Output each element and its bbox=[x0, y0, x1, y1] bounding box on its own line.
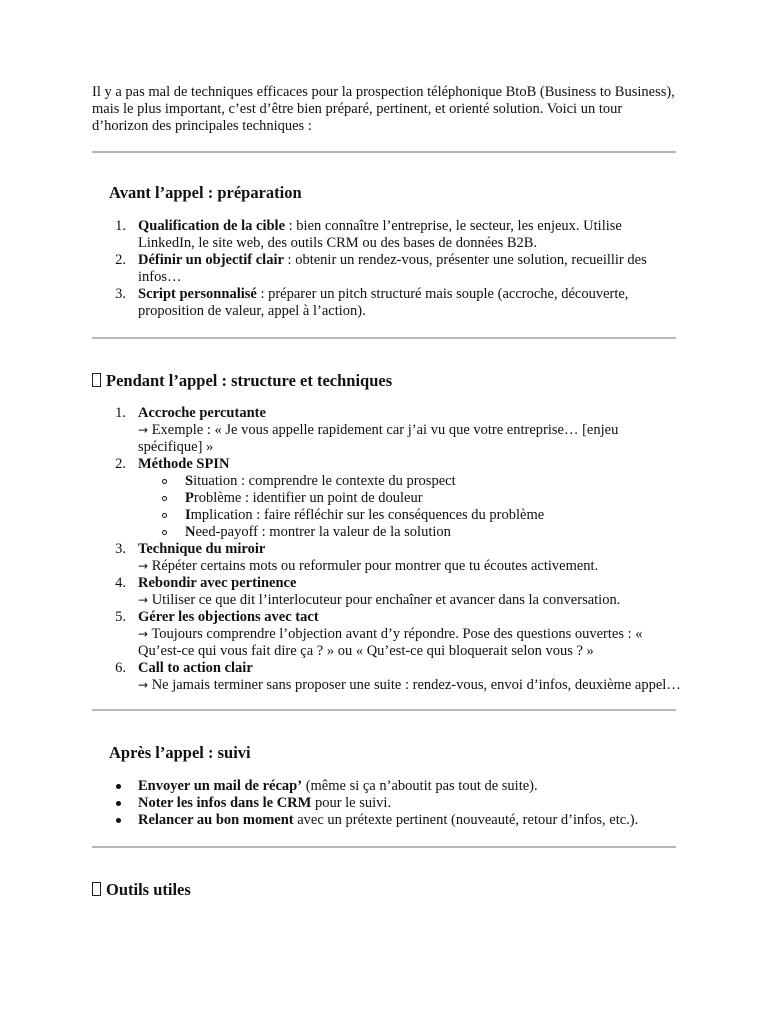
intro-paragraph: Il y a pas mal de techniques efficaces pour la prospection téléphonique BtoB (Business to Business), mais le plus important, c’est d’être bien préparé, pertinent, et orienté solution. Voici un tour d’horizon des principales techniques : bbox=[92, 84, 675, 134]
spin-sublist bbox=[92, 473, 682, 541]
sub-list-item: Problème : identifier un point de douleur bbox=[92, 490, 682, 507]
list-item: 1. Qualification de la cible : bien connaître l’entreprise, le secteur, les enjeux. Utilise LinkedIn, le site web, des outils CRM ou des bases de données B2B. bbox=[115, 218, 622, 251]
spin-sublist-wrapper bbox=[92, 473, 682, 541]
arrow-right-icon: → bbox=[138, 423, 149, 437]
list-item: 2. Définir un objectif clair : obtenir un rendez-vous, présenter une solution, recueillir des infos… bbox=[115, 252, 647, 285]
list-item: 1. Accroche percutante → Exemple : « Je vous appelle rapidement car j’ai vu que votre entreprise… [enjeu spécifique] » bbox=[115, 405, 619, 455]
arrow-right-icon: → bbox=[138, 627, 149, 641]
bullet-list-suivi bbox=[92, 778, 682, 829]
list-item: 5. Gérer les objections avec tact → Toujours comprendre l’objection avant d’y répondre. Pose des questions ouvertes : « Qu’est-ce qui vous fait dire ça ? » ou « Qu’est-ce qui bloquerait selon vous ? » bbox=[115, 609, 643, 659]
arrow-right-icon: → bbox=[138, 593, 149, 607]
missing-glyph-icon bbox=[92, 882, 101, 896]
divider bbox=[92, 709, 676, 711]
bullet-icon bbox=[116, 818, 121, 823]
bullet-icon bbox=[116, 801, 121, 806]
section-heading-avant: Avant l’appel : préparation bbox=[109, 183, 302, 202]
divider bbox=[92, 151, 676, 153]
section-heading-outils: Outils utiles bbox=[92, 880, 682, 900]
list-item: Envoyer un mail de récap’ (même si ça n’aboutit pas tout de suite). bbox=[92, 778, 682, 795]
sub-list-item: Implication : faire réfléchir sur les conséquences du problème bbox=[92, 507, 682, 524]
circle-bullet-icon bbox=[162, 479, 167, 484]
divider bbox=[92, 337, 676, 339]
list-item: 3. Technique du miroir → Répéter certains mots ou reformuler pour montrer que tu écoutes activement. bbox=[115, 541, 599, 574]
ordered-list-preparation bbox=[92, 218, 682, 320]
arrow-right-icon: → bbox=[138, 559, 149, 573]
circle-bullet-icon bbox=[162, 513, 167, 518]
list-item: 2. Méthode SPIN bbox=[115, 456, 230, 472]
bullet-icon bbox=[116, 784, 121, 789]
list-item: 3. Script personnalisé : préparer un pitch structuré mais souple (accroche, découverte, proposition de valeur, appel à l’action). bbox=[115, 286, 629, 319]
list-item: Noter les infos dans le CRM pour le suivi. bbox=[92, 795, 682, 812]
ordered-list-techniques bbox=[92, 405, 682, 694]
circle-bullet-icon bbox=[162, 530, 167, 535]
list-item: Relancer au bon moment avec un prétexte pertinent (nouveauté, retour d’infos, etc.). bbox=[92, 812, 682, 829]
circle-bullet-icon bbox=[162, 496, 167, 501]
divider bbox=[92, 846, 676, 848]
section-heading-apres: Après l’appel : suivi bbox=[109, 743, 251, 762]
sub-list-item: Need-payoff : montrer la valeur de la solution bbox=[92, 524, 682, 541]
sub-list-item: Situation : comprendre le contexte du prospect bbox=[92, 473, 682, 490]
missing-glyph-icon bbox=[92, 373, 101, 387]
list-item: 6. Call to action clair → Ne jamais terminer sans proposer une suite : rendez-vous, envoi d’infos, deuxième appel… bbox=[115, 660, 681, 693]
document-page bbox=[92, 84, 682, 900]
arrow-right-icon: → bbox=[138, 678, 149, 692]
list-item: 4. Rebondir avec pertinence → Utiliser ce que dit l’interlocuteur pour enchaîner et avancer dans la conversation. bbox=[115, 575, 621, 608]
section-heading-pendant: Pendant l’appel : structure et techniques bbox=[92, 371, 682, 391]
